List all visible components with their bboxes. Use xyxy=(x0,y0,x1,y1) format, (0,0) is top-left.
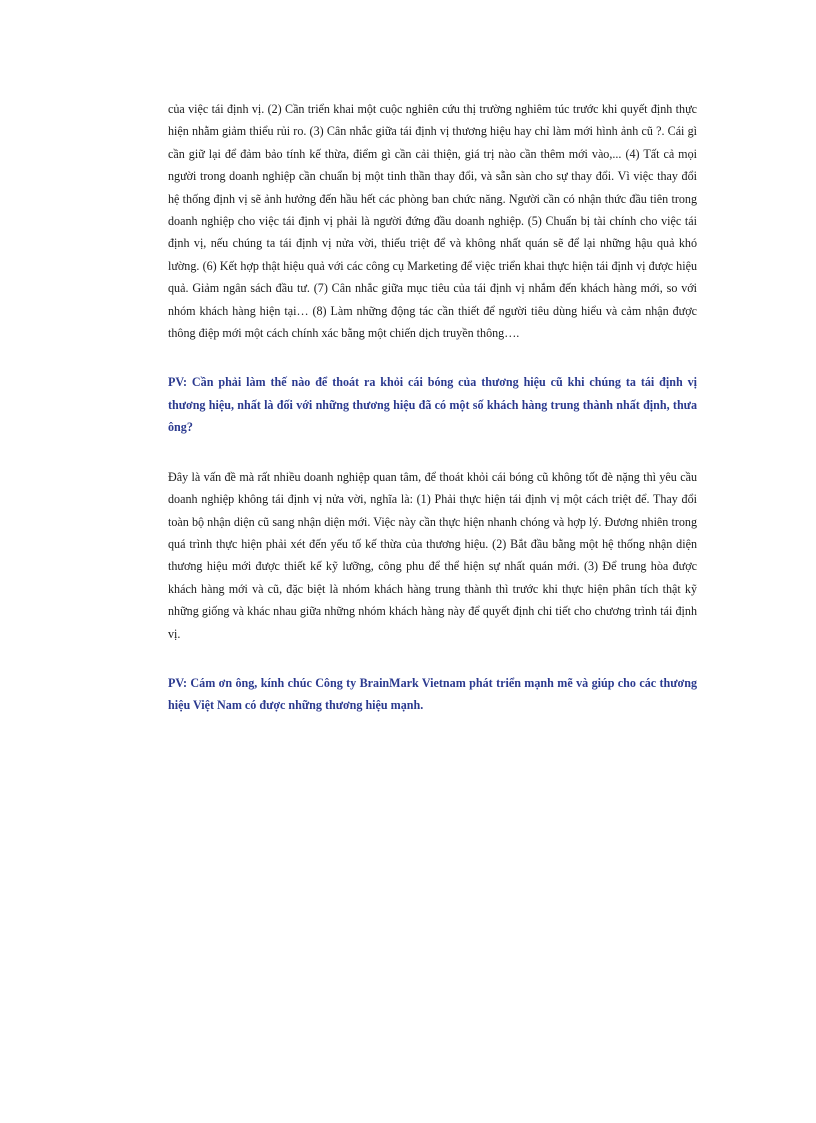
document-page xyxy=(168,98,697,717)
answer-paragraph-1: của việc tái định vị. (2) Cần triển khai một cuộc nghiên cứu thị trường nghiêm túc trước khi quyết định thực hiện nhằm giảm thiểu rủi ro. (3) Cân nhắc giữa tái định vị thương hiệu hay chỉ làm mới hình ảnh cũ ?. Cái gì cần giữ lại để đảm bảo tính kế thừa, điểm gì cần cải thiện, giá trị nào cần thêm mới vào,... (4) Tất cả mọi người trong doanh nghiệp cần chuẩn bị một tinh thần thay đổi, và sẵn sàn cho sự thay đổi. Vì việc thay đổi hệ thống định vị sẽ ảnh hưởng đến hầu hết các phòng ban chức năng. Người cần có nhận thức đầu tiên trong doanh nghiệp cho việc tái định vị phải là người đứng đầu doanh nghiệp. (5) Chuẩn bị tài chính cho việc tái định vị, nếu chúng ta tái định vị nửa vời, thiếu triệt để và không nhất quán sẽ để lại những hậu quả khó lường. (6) Kết hợp thật hiệu quả với các công cụ Marketing để việc triển khai thực hiện tái định vị được hiệu quả. Giảm ngân sách đầu tư. (7) Cân nhắc giữa mục tiêu của tái định vị nhắm đến khách hàng mới, so với nhóm khách hàng hiện tại… (8) Làm những động tác cần thiết để người tiêu dùng hiểu và cảm nhận được thông điệp mới một cách chính xác bằng một chiến dịch truyền thông…. xyxy=(168,102,697,341)
interview-question-1: PV: Cần phải làm thế nào để thoát ra khỏi cái bóng của thương hiệu cũ khi chúng ta tái định vị thương hiệu, nhất là đối với những thương hiệu đã có một số khách hàng trung thành nhất định, thưa ông? xyxy=(168,375,697,435)
interview-closing-remark: PV: Cám ơn ông, kính chúc Công ty BrainMark Vietnam phát triển mạnh mẽ và giúp cho các thương hiệu Việt Nam có được những thương hiệu mạnh. xyxy=(168,675,697,713)
answer-paragraph-2: Đây là vấn đề mà rất nhiều doanh nghiệp quan tâm, để thoát khỏi cái bóng cũ không tốt đè nặng thì yêu cầu doanh nghiệp không tái định vị nửa vời, nghĩa là: (1) Phải thực hiện tái định vị một cách triệt để. Thay đổi toàn bộ nhận diện cũ sang nhận diện mới. Việc này cần thực hiện nhanh chóng và hợp lý. Đương nhiên trong quá trình thực hiện phải xét đến yếu tố kế thừa của thương hiệu. (2) Bắt đầu bằng một hệ thống nhận diện thương hiệu mới được thiết kế kỹ lưỡng, công phu để thể hiện sự nhất quán mới. (3) Để trung hòa được khách hàng mới và cũ, đặc biệt là nhóm khách hàng trung thành thì trước khi thực hiện phân tích thật kỹ những giống và khác nhau giữa những nhóm khách hàng này để quyết định chi tiết cho chương trình tái định vị. xyxy=(168,469,697,641)
